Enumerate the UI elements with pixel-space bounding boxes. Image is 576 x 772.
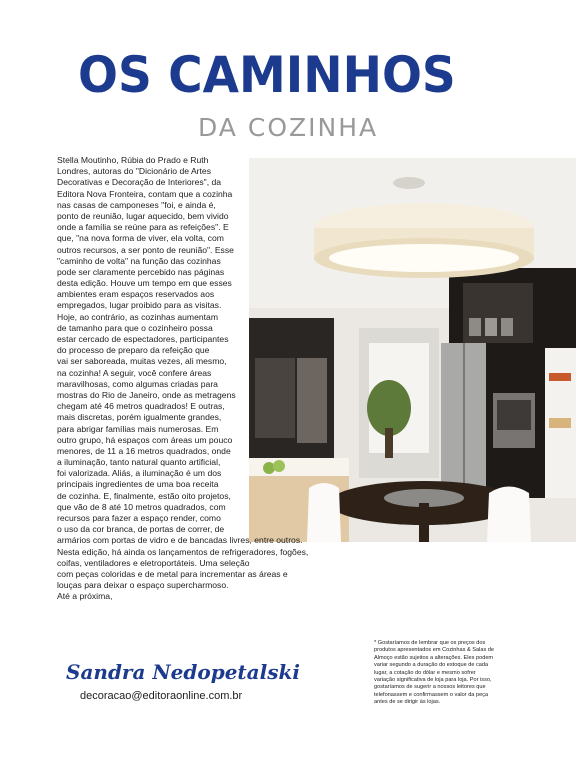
article-line: vai ser saboreada, muitas vezes, ali mesmo, <box>57 356 227 367</box>
author-signature: Sandra Nedopetalski <box>66 660 300 684</box>
article-line: onde a família se reúne para as refeições". E <box>57 222 229 233</box>
article-line: louças para deixar o espaço supercharmoso. <box>57 580 229 591</box>
article-line: recursos para fazer a espaço render, como <box>57 513 221 523</box>
footnote-line: telefonassem e confirmassem o valor da peça <box>374 691 489 698</box>
article-line: mostras do Rio de Janeiro, onde as metragens <box>57 389 236 400</box>
article-line: foi valorizada. Aliás, a iluminação é um dos <box>57 468 222 479</box>
article-line: de tamanho para que o cozinheiro possa <box>57 322 213 333</box>
article-body <box>57 155 357 603</box>
article-line: para abrigar famílias mais numerosas. Em <box>57 423 219 434</box>
article-line: Hoje, ao contrário, as cozinhas aumentam <box>57 311 218 322</box>
article-line: Decorativas e Decoração de Interiores", da <box>57 177 222 188</box>
article-line: de cozinha. E, finalmente, estão oito projetos, <box>57 490 231 501</box>
article-line: outros recursos, a ser ponto de reunião". Esse <box>57 244 234 255</box>
article-line: Nesta edição, há ainda os lançamentos de refrigeradores, fogões, <box>57 546 309 557</box>
article-line: principais ingredientes de uma boa receita <box>57 479 219 490</box>
footnote-line: produtos apresentados em Cozinhas & Salas de <box>374 647 495 654</box>
article-line: do processo de preparo da refeição que <box>57 345 210 356</box>
article-line: na cozinha! A seguir, você confere áreas <box>57 367 212 378</box>
article-line: coifas, ventiladores e eletroportáteis. Uma seleção <box>57 557 250 568</box>
article-line: armários com portas de vidro e de bancadas livres, entre outros. <box>57 535 303 546</box>
footnote-line: lugar, a cotação do dólar e mesmo sofrer <box>374 669 476 676</box>
article-line: que, "na nova forma de viver, ela volta, com <box>57 233 224 244</box>
article-line: desta edição. Houve um tempo em que esses <box>57 278 232 289</box>
article-line: ponto de reunião, lugar aquecido, bem vivido <box>57 210 229 221</box>
article-line: pode ser claramente percebido nas páginas <box>57 266 225 277</box>
footnote-line: variar segundo a duração do estoque de cada <box>374 662 489 669</box>
article-line: maravilhosas, como algumas criadas para <box>57 378 218 389</box>
article-line: Stella Moutinho, Rúbia do Prado e Ruth <box>57 155 209 165</box>
footnote-line: variação significativa de loja para loja. Por isso, <box>374 676 492 683</box>
article-line: Até a próxima, <box>57 591 113 602</box>
footnote-line: gostaríamos de sugerir a nossos leitores que <box>374 684 486 691</box>
article-line: a iluminação, tanto natural quanto artificial, <box>57 457 221 468</box>
article-line: ambientes eram espaços reservados aos <box>57 289 215 300</box>
article-line: Editora Nova Fronteira, contam que a cozinha <box>57 188 233 199</box>
article-line: Londres, autoras do "Dicionário de Artes <box>57 166 212 177</box>
page-subtitle: DA COZINHA <box>198 113 379 142</box>
article-line: estar cercado de espectadores, participantes <box>57 334 229 344</box>
article-line: menores, de 11 a 16 metros quadrados, onde <box>57 445 231 456</box>
article-line: chegam até 46 metros quadrados! E outras, <box>57 401 225 412</box>
author-email: decoracao@editoraonline.com.br <box>80 690 243 702</box>
article-line: com peças coloridas e de metal para incrementar as áreas e <box>57 568 288 579</box>
footnote-line: * Gostaríamos de lembrar que os preços dos <box>374 640 486 646</box>
price-footnote <box>374 640 539 707</box>
article-line: "caminho de volta" na função das cozinhas <box>57 255 221 266</box>
article-line: outro grupo, há espaços com áreas um pouco <box>57 434 233 445</box>
article-line: que vão de 8 até 10 metros quadrados, com <box>57 501 226 512</box>
article-line: mais discretas, porém igualmente grandes, <box>57 412 222 423</box>
footnote-line: antes de se dirigir às lojas. <box>374 699 441 706</box>
page-title: OS CAMINHOS <box>78 46 456 104</box>
article-line: empregados, lugar proibido para as visitas. <box>57 300 222 311</box>
footnote-line: Almoço estão sujeitos a alterações. Eles podem <box>374 654 494 661</box>
article-line: nas casas de camponeses "foi, e ainda é, <box>57 199 216 210</box>
article-line: o uso da cor branca, de portas de correr, de <box>57 524 225 535</box>
